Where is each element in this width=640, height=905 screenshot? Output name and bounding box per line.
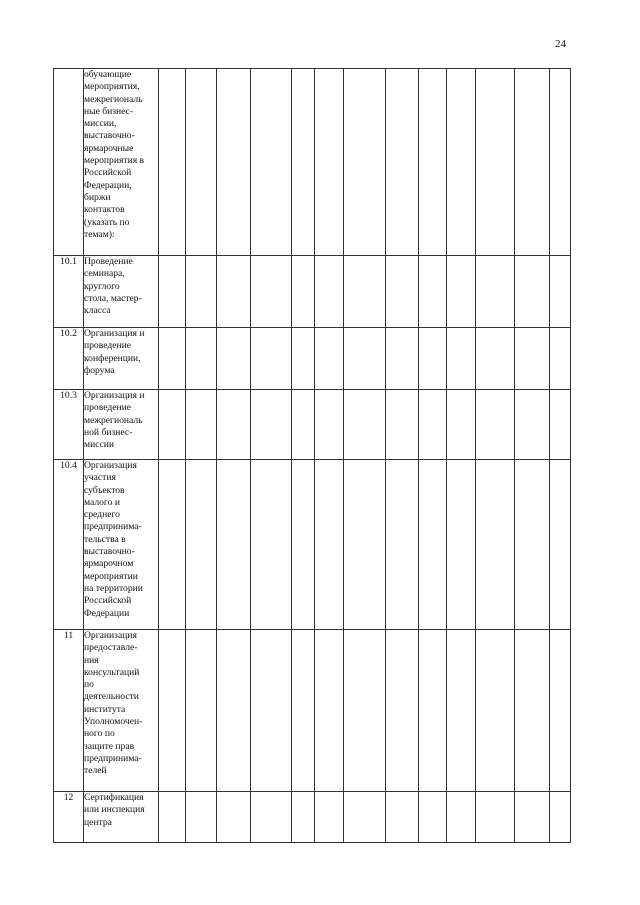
empty-cell bbox=[186, 390, 217, 460]
empty-cell bbox=[550, 390, 571, 460]
row-number-cell: 10.4 bbox=[54, 460, 84, 630]
empty-cell bbox=[476, 256, 515, 328]
empty-cell bbox=[217, 792, 251, 843]
description-line: (указать по bbox=[84, 216, 130, 228]
table-row bbox=[54, 390, 571, 460]
empty-cell bbox=[315, 328, 344, 390]
empty-cell bbox=[344, 256, 386, 328]
description-line: среднего bbox=[84, 509, 120, 521]
page-number: 24 bbox=[555, 38, 566, 50]
empty-cell bbox=[515, 630, 550, 792]
empty-cell bbox=[217, 256, 251, 328]
empty-cell bbox=[217, 630, 251, 792]
empty-cell bbox=[186, 328, 217, 390]
empty-cell bbox=[159, 792, 186, 843]
description-line: Организация и bbox=[84, 328, 145, 339]
empty-cell bbox=[447, 792, 476, 843]
description-line: предпринима- bbox=[84, 521, 142, 533]
description-line: класса bbox=[84, 305, 111, 317]
empty-cell bbox=[550, 256, 571, 328]
description-line: мероприятии bbox=[84, 570, 138, 582]
description-line: мероприятия, bbox=[84, 81, 140, 93]
empty-cell bbox=[515, 792, 550, 843]
empty-cell bbox=[419, 630, 447, 792]
row-number-cell: 10.1 bbox=[54, 256, 84, 328]
empty-cell bbox=[550, 328, 571, 390]
description-line: предоставле- bbox=[84, 642, 138, 654]
empty-cell bbox=[515, 390, 550, 460]
empty-cell bbox=[217, 460, 251, 630]
description-line: миссии bbox=[84, 439, 114, 451]
empty-cell bbox=[515, 460, 550, 630]
description-line: ного по bbox=[84, 728, 115, 740]
empty-cell bbox=[476, 792, 515, 843]
empty-cell bbox=[251, 390, 292, 460]
description-line: Проведение bbox=[84, 256, 133, 267]
description-line: проведение bbox=[84, 402, 131, 414]
empty-cell bbox=[550, 69, 571, 256]
empty-cell bbox=[186, 69, 217, 256]
empty-cell bbox=[344, 69, 386, 256]
description-line: телей bbox=[84, 765, 107, 777]
empty-cell bbox=[476, 460, 515, 630]
row-number-cell bbox=[54, 69, 84, 256]
empty-cell bbox=[186, 792, 217, 843]
empty-cell bbox=[315, 792, 344, 843]
table-row bbox=[54, 69, 571, 256]
empty-cell bbox=[344, 630, 386, 792]
empty-cell bbox=[447, 256, 476, 328]
empty-cell bbox=[476, 630, 515, 792]
empty-cell bbox=[292, 630, 315, 792]
description-line: круглого bbox=[84, 280, 120, 292]
empty-cell bbox=[419, 460, 447, 630]
description-line: на территории bbox=[84, 582, 143, 594]
row-description-cell bbox=[84, 256, 159, 328]
description-line: консультаций bbox=[84, 666, 140, 678]
description-line: Федерации bbox=[84, 607, 130, 619]
description-line: мероприятия в bbox=[84, 155, 145, 167]
empty-cell bbox=[550, 630, 571, 792]
empty-cell bbox=[419, 390, 447, 460]
description-line: Организация bbox=[84, 630, 137, 641]
empty-cell bbox=[386, 328, 419, 390]
empty-cell bbox=[447, 328, 476, 390]
empty-cell bbox=[386, 69, 419, 256]
description-line: обучающие bbox=[84, 69, 132, 80]
empty-cell bbox=[159, 328, 186, 390]
description-line: субъектов bbox=[84, 484, 125, 496]
row-description-cell bbox=[84, 792, 159, 843]
empty-cell bbox=[159, 69, 186, 256]
empty-cell bbox=[251, 630, 292, 792]
table-row bbox=[54, 792, 571, 843]
empty-cell bbox=[315, 630, 344, 792]
row-number-cell: 10.2 bbox=[54, 328, 84, 390]
empty-cell bbox=[386, 390, 419, 460]
empty-cell bbox=[515, 69, 550, 256]
empty-cell bbox=[344, 460, 386, 630]
empty-cell bbox=[292, 69, 315, 256]
description-line: Уполномочен- bbox=[84, 716, 143, 728]
empty-cell bbox=[515, 328, 550, 390]
row-description-cell bbox=[84, 630, 159, 792]
empty-cell bbox=[159, 390, 186, 460]
description-line: стола, мастер- bbox=[84, 292, 142, 304]
description-line: форума bbox=[84, 364, 115, 376]
row-description-cell bbox=[84, 390, 159, 460]
description-line: тельства в bbox=[84, 533, 126, 545]
row-number-cell: 10.3 bbox=[54, 390, 84, 460]
empty-cell bbox=[447, 390, 476, 460]
row-description-cell bbox=[84, 460, 159, 630]
description-line: защите прав bbox=[84, 740, 135, 752]
empty-cell bbox=[292, 390, 315, 460]
row-number-cell: 11 bbox=[54, 630, 84, 792]
data-table bbox=[53, 68, 571, 843]
empty-cell bbox=[217, 390, 251, 460]
empty-cell bbox=[315, 460, 344, 630]
description-line: семинара, bbox=[84, 268, 125, 280]
description-line: биржи bbox=[84, 191, 111, 203]
description-line: Российской bbox=[84, 167, 132, 179]
description-line: ния bbox=[84, 654, 99, 666]
empty-cell bbox=[419, 792, 447, 843]
description-line: контактов bbox=[84, 204, 125, 216]
row-number-cell: 12 bbox=[54, 792, 84, 843]
empty-cell bbox=[186, 256, 217, 328]
empty-cell bbox=[386, 792, 419, 843]
row-description-cell bbox=[84, 69, 159, 256]
description-line: или инспекция bbox=[84, 804, 145, 816]
table-row bbox=[54, 460, 571, 630]
empty-cell bbox=[251, 328, 292, 390]
empty-cell bbox=[419, 256, 447, 328]
empty-cell bbox=[515, 256, 550, 328]
description-line: ярмарочные bbox=[84, 142, 134, 154]
description-line: участия bbox=[84, 472, 116, 484]
description-line: ные бизнес- bbox=[84, 105, 134, 117]
description-line: проведение bbox=[84, 340, 131, 352]
empty-cell bbox=[292, 256, 315, 328]
empty-cell bbox=[251, 460, 292, 630]
description-line: малого и bbox=[84, 496, 120, 508]
table-row bbox=[54, 630, 571, 792]
description-line: межрегиональ bbox=[84, 414, 143, 426]
description-line: конференции, bbox=[84, 352, 141, 364]
empty-cell bbox=[251, 69, 292, 256]
table-row bbox=[54, 328, 571, 390]
empty-cell bbox=[217, 328, 251, 390]
description-line: выставочно- bbox=[84, 546, 135, 558]
empty-cell bbox=[315, 256, 344, 328]
description-line: ной бизнес- bbox=[84, 426, 133, 438]
empty-cell bbox=[292, 460, 315, 630]
empty-cell bbox=[550, 792, 571, 843]
description-line: предпринима- bbox=[84, 752, 142, 764]
description-line: Организация и bbox=[84, 390, 145, 401]
empty-cell bbox=[344, 390, 386, 460]
description-line: межрегиональ bbox=[84, 93, 143, 105]
description-line: Сертификация bbox=[84, 792, 144, 803]
empty-cell bbox=[292, 328, 315, 390]
table-row bbox=[54, 256, 571, 328]
empty-cell bbox=[315, 390, 344, 460]
empty-cell bbox=[476, 390, 515, 460]
empty-cell bbox=[186, 460, 217, 630]
description-line: деятельности bbox=[84, 691, 139, 703]
empty-cell bbox=[419, 69, 447, 256]
empty-cell bbox=[159, 630, 186, 792]
description-line: ярмарочном bbox=[84, 558, 134, 570]
empty-cell bbox=[386, 256, 419, 328]
empty-cell bbox=[476, 328, 515, 390]
empty-cell bbox=[386, 460, 419, 630]
description-line: Российской bbox=[84, 595, 132, 607]
empty-cell bbox=[251, 792, 292, 843]
empty-cell bbox=[159, 256, 186, 328]
empty-cell bbox=[476, 69, 515, 256]
row-description-cell bbox=[84, 328, 159, 390]
description-line: выставочно- bbox=[84, 130, 135, 142]
description-line: Организация bbox=[84, 460, 137, 471]
description-line: Федерации, bbox=[84, 179, 132, 191]
empty-cell bbox=[344, 328, 386, 390]
empty-cell bbox=[447, 69, 476, 256]
description-line: по bbox=[84, 679, 94, 691]
empty-cell bbox=[550, 460, 571, 630]
empty-cell bbox=[292, 792, 315, 843]
empty-cell bbox=[217, 69, 251, 256]
empty-cell bbox=[251, 256, 292, 328]
empty-cell bbox=[344, 792, 386, 843]
empty-cell bbox=[447, 630, 476, 792]
description-line: миссии, bbox=[84, 118, 117, 130]
description-line: центра bbox=[84, 816, 112, 828]
empty-cell bbox=[447, 460, 476, 630]
description-line: темам): bbox=[84, 228, 115, 240]
empty-cell bbox=[186, 630, 217, 792]
empty-cell bbox=[159, 460, 186, 630]
empty-cell bbox=[315, 69, 344, 256]
description-line: института bbox=[84, 703, 126, 715]
empty-cell bbox=[386, 630, 419, 792]
empty-cell bbox=[419, 328, 447, 390]
